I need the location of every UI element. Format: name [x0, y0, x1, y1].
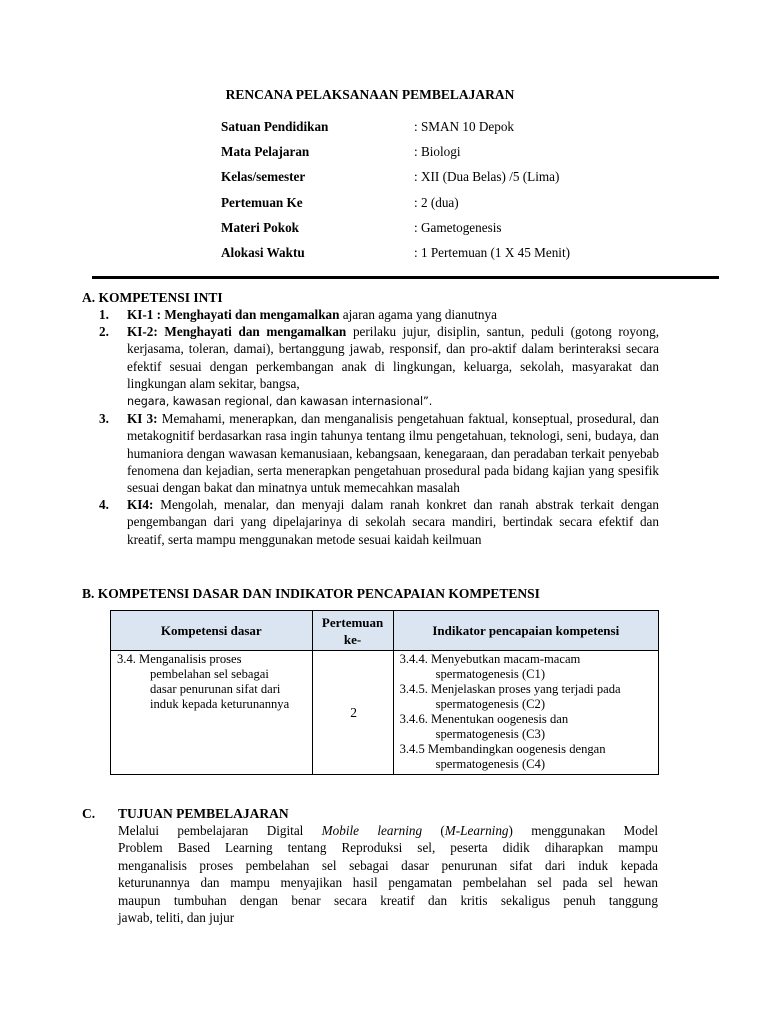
section-c-title: TUJUAN PEMBELAJARAN [118, 806, 289, 821]
info-label: Satuan Pendidikan [221, 119, 329, 134]
info-label: Alokasi Waktu [221, 244, 305, 260]
info-value: : SMAN 10 Depok [414, 119, 515, 134]
tujuan-line [118, 822, 658, 839]
info-label: Kelas/semester [221, 169, 306, 185]
tujuan-paragraph [118, 822, 658, 926]
info-value: : Biologi [414, 144, 461, 160]
info-row [221, 118, 570, 143]
indikator-line: spermatogenesis (C2) [435, 697, 546, 711]
pertemuan-header-line: Pertemuan [321, 614, 384, 630]
indikator-item [400, 652, 654, 682]
tujuan-line: keturunannya dan mampu menyajikan hasil pengamatan pembelahan sel pada sel hewan [118, 875, 658, 891]
ki-label: KI-2: Menghayati dan mengamalkan [127, 324, 347, 340]
indikator-item [400, 682, 654, 712]
indikator-line: spermatogenesis (C3) [435, 727, 546, 741]
competency-table [110, 610, 659, 775]
tujuan-text: ) menggunakan Model [508, 823, 658, 838]
ki-number: 4. [99, 497, 109, 513]
ki-text [127, 496, 659, 548]
column-header-kompetensi-dasar: Kompetensi dasar [111, 611, 313, 651]
section-a-heading: A. KOMPETENSI INTI [82, 290, 223, 305]
info-value: : 1 Pertemuan (1 X 45 Menit) [414, 244, 571, 260]
info-value: : 2 (dua) [414, 194, 459, 210]
tujuan-line: Problem Based Learning tentang Reproduksi sel, peserta didik diharapkan mampu [118, 840, 658, 856]
cell-kompetensi-dasar [111, 651, 313, 775]
info-row [221, 168, 570, 193]
info-label: Pertemuan Ke [221, 194, 303, 210]
indikator-item [400, 742, 654, 772]
ki-label: KI4: [127, 497, 154, 513]
tujuan-line: maupun tumbuhan dengan benar secara kreatif dan kritis sekaligus penuh tanggung [118, 892, 658, 908]
info-value: : Gametogenesis [414, 219, 502, 235]
ki-number: 2. [99, 324, 109, 340]
indikator-item [400, 712, 654, 742]
cell-indikator [393, 651, 658, 775]
info-value: : XII (Dua Belas) /5 (Lima) [414, 169, 560, 185]
indikator-line: 3.4.6. Menentukan oogenesis dan [399, 712, 569, 726]
info-block [221, 118, 570, 269]
tujuan-text: ( [422, 823, 445, 838]
indikator-line: 3.4.5 Membandingkan oogenesis dengan [399, 742, 606, 756]
ki-label: KI 3: [127, 411, 158, 427]
info-row [221, 143, 570, 168]
tujuan-text: Melalui pembelajaran Digital [118, 823, 322, 838]
kd-line: dasar penurunan sifat dari [150, 682, 281, 696]
ki-text [127, 306, 659, 323]
column-header-pertemuan [312, 611, 393, 651]
tujuan-italic: Mobile learning [321, 823, 423, 838]
table-header-row [111, 611, 659, 651]
ki-item [99, 323, 659, 410]
tujuan-italic: M-Learning [444, 823, 509, 838]
horizontal-rule [92, 276, 719, 279]
ki-item [99, 410, 659, 496]
ki-number: 3. [99, 411, 109, 427]
section-c-heading [82, 805, 289, 822]
cell-pertemuan: 2 [312, 651, 393, 775]
info-row [221, 244, 570, 269]
ki-number: 1. [99, 307, 109, 322]
kd-line: 3.4. Menganalisis proses [117, 652, 242, 666]
info-label: Materi Pokok [221, 219, 300, 235]
info-row [221, 219, 570, 244]
indikator-line: spermatogenesis (C1) [435, 667, 546, 681]
ki-label: KI-1 : Menghayati dan mengamalkan [127, 307, 340, 322]
ki-text [127, 323, 659, 410]
tujuan-line: menganalisis proses pembelahan sel sebagai dasar penurunan sifat dari induk kepada [118, 857, 658, 873]
ki-body: Mengolah, menalar, dan menyaji dalam ranah konkret dan ranah abstrak terkait dengan pengembangan dari yang dipelajarinya di sekolah secara mandiri, bertindak secara efektif dan kreatif, serta mampu menggunakan metode sesuai kaidah keilmuan [127, 497, 659, 547]
ki-body: perilaku jujur, disiplin, santun, peduli (gotong royong, kerjasama, toleran, damai), bertanggung jawab, responsif, dan pro-aktif dalam berinteraksi secara efektif sesuai dengan perkembangan anak di lingkungan, keluarga, sekolah, masyarakat dan lingkungan alam sekitar, bangsa, [127, 324, 660, 391]
column-header-indikator: Indikator pencapaian kompetensi [393, 611, 658, 651]
ki-text [127, 410, 659, 496]
indikator-line: spermatogenesis (C4) [435, 757, 546, 771]
ki-body: Memahami, menerapkan, dan menganalisis pengetahuan faktual, konseptual, prosedural, dan metakognitif berdasarkan rasa ingin tahunya tentang ilmu pengetahuan, teknologi, seni, budaya, dan humaniora dengan wawasan kemanusiaan, kebangsaan, kenegaraan, dan peradaban terkait penyebab fenomena dan kejadian, serta menerapkan pengetahuan prosedural pada bidang kajian yang spesifik sesuai dengan bakat dan minatnya untuk memecahkan masalah [127, 411, 660, 496]
indikator-line: 3.4.5. Menjelaskan proses yang terjadi pada [399, 682, 621, 696]
pertemuan-header-line: ke- [343, 631, 362, 647]
ki-body-tail: negara, kawasan regional, dan kawasan internasional”. [127, 395, 433, 409]
kd-line: pembelahan sel sebagai [150, 667, 269, 681]
document-title: RENCANA PELAKSANAAN PEMBELAJARAN [225, 87, 515, 102]
ki-item [99, 306, 659, 323]
kd-line: induk kepada keturunannya [150, 697, 290, 711]
tujuan-line: jawab, teliti, dan jujur [118, 909, 235, 925]
indikator-line: 3.4.4. Menyebutkan macam-macam [399, 652, 581, 666]
table-row [111, 651, 659, 775]
ki-item [99, 496, 659, 548]
section-c-number: C. [82, 806, 96, 821]
section-b-heading: B. KOMPETENSI DASAR DAN INDIKATOR PENCAPAIAN KOMPETENSI [82, 586, 540, 601]
info-row [221, 194, 570, 219]
ki-body: ajaran agama yang dianutnya [339, 307, 497, 322]
ki-list [99, 306, 659, 548]
info-label: Mata Pelajaran [221, 144, 310, 160]
